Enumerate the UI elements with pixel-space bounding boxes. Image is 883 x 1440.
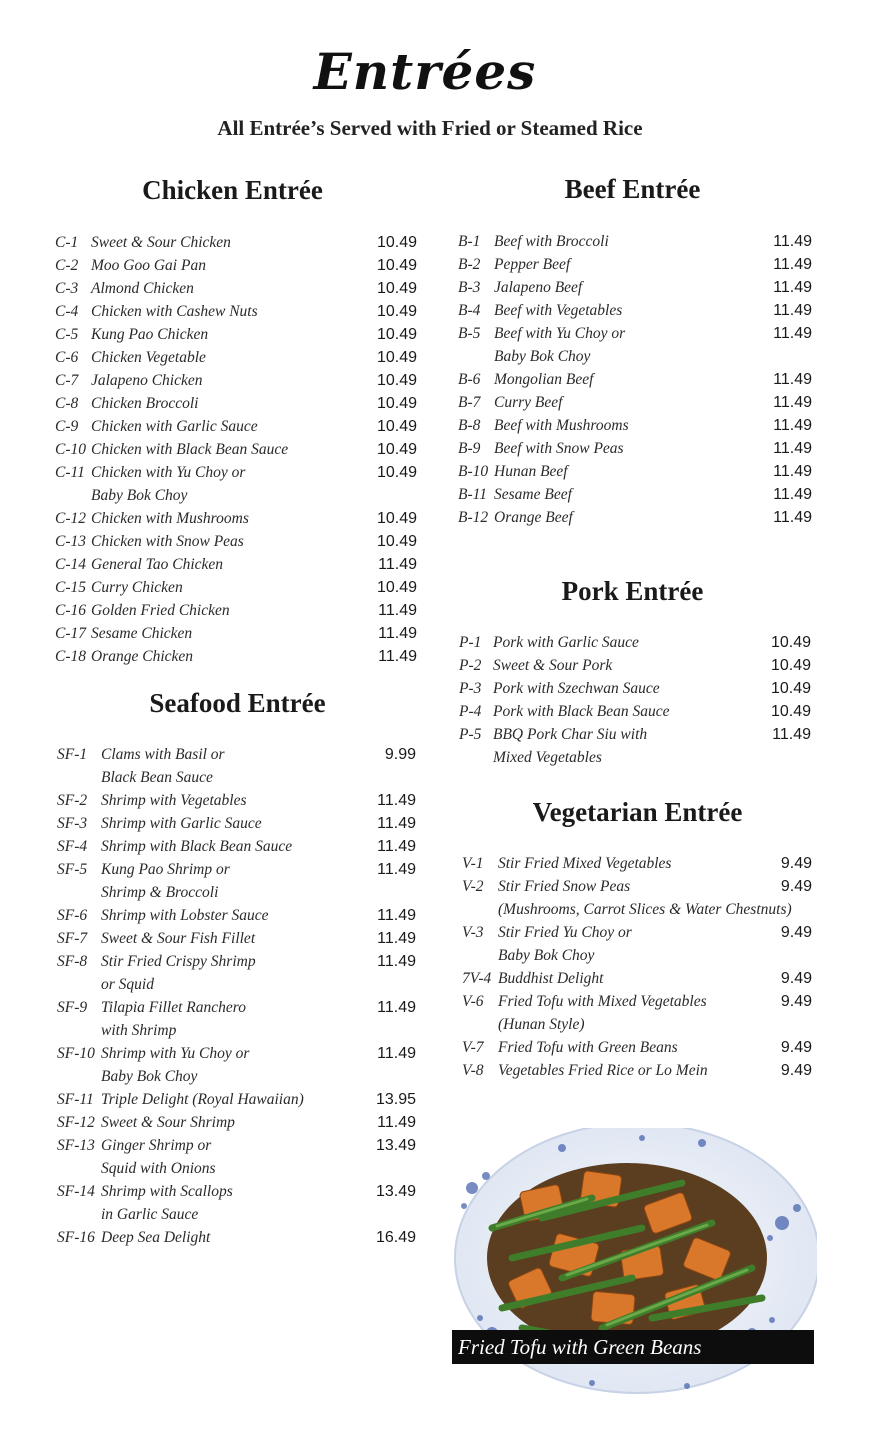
item-code: C-18 [55, 648, 86, 665]
item-name: Chicken with Mushrooms [91, 510, 249, 527]
item-code: V-3 [462, 924, 484, 941]
item-price: 10.49 [376, 418, 417, 435]
item-code: B-11 [458, 486, 487, 503]
item-price: 10.49 [376, 234, 417, 251]
menu-item [462, 852, 812, 875]
item-price: 9.49 [780, 1062, 812, 1079]
item-code: V-2 [462, 878, 484, 895]
menu-item [462, 1036, 812, 1059]
menu-item [57, 1226, 416, 1249]
item-name: Beef with Mushrooms [494, 417, 629, 434]
item-name: Buddhist Delight [498, 970, 604, 987]
item-price: 10.49 [376, 579, 417, 596]
item-price: 11.49 [377, 1045, 416, 1062]
menu-item [458, 460, 812, 483]
menu-item [57, 1088, 416, 1111]
item-code: SF-3 [57, 815, 88, 832]
menu-item [55, 622, 417, 645]
item-price: 10.49 [376, 280, 417, 297]
item-name: Sweet & Sour Pork [493, 657, 613, 674]
item-price: 11.49 [773, 417, 812, 434]
item-name: Kung Pao Shrimp or Shrimp & Broccoli [101, 861, 230, 901]
item-code: C-13 [55, 533, 86, 550]
chicken-list [55, 231, 417, 668]
item-price: 16.49 [375, 1229, 416, 1246]
item-code: C-10 [55, 441, 86, 458]
item-price: 10.49 [376, 510, 417, 527]
menu-item [458, 414, 812, 437]
item-price: 13.49 [375, 1137, 416, 1154]
item-code: C-12 [55, 510, 86, 527]
item-price: 11.49 [377, 953, 416, 970]
item-price: 9.49 [780, 878, 812, 895]
item-name: Moo Goo Gai Pan [91, 257, 206, 274]
item-name: Kung Pao Chicken [91, 326, 209, 343]
menu-item [458, 299, 812, 322]
menu-item [458, 322, 812, 368]
item-code: C-4 [55, 303, 79, 320]
page-subtitle: All Entrée’s Served with Fried or Steamed Rice [217, 116, 643, 140]
menu-item [459, 654, 811, 677]
item-name: Hunan Beef [494, 463, 568, 480]
vegetarian-list [462, 852, 812, 1082]
item-name: BBQ Pork Char Siu with Mixed Vegetables [493, 726, 648, 766]
item-code: C-16 [55, 602, 86, 619]
item-code: SF-12 [57, 1114, 95, 1131]
menu-item [57, 950, 416, 996]
item-price: 11.49 [773, 509, 812, 526]
item-name: Shrimp with Scallops in Garlic Sauce [101, 1183, 233, 1223]
item-price: 11.49 [377, 792, 416, 809]
menu-item [55, 277, 417, 300]
item-code: B-7 [458, 394, 481, 411]
item-code: C-3 [55, 280, 79, 297]
item-price: 11.49 [773, 463, 812, 480]
menu-item [55, 415, 417, 438]
item-name: Chicken with Cashew Nuts [91, 303, 258, 320]
item-name: Curry Beef [494, 394, 563, 411]
item-name: Sweet & Sour Shrimp [101, 1114, 235, 1131]
item-price: 11.49 [377, 815, 416, 832]
item-price: 10.49 [770, 634, 811, 651]
menu-item [458, 368, 812, 391]
pork-heading: Pork Entrée [561, 576, 704, 606]
item-price: 10.49 [376, 395, 417, 412]
menu-item [57, 1134, 416, 1180]
item-name: Shrimp with Lobster Sauce [101, 907, 269, 924]
item-price: 11.49 [377, 1114, 416, 1131]
item-name: General Tao Chicken [91, 556, 224, 573]
item-price: 11.49 [773, 256, 812, 273]
menu-item [459, 631, 811, 654]
beef-list [458, 230, 812, 529]
item-name: Chicken with Garlic Sauce [91, 418, 258, 435]
item-code: C-5 [55, 326, 79, 343]
item-price: 11.49 [773, 279, 812, 296]
item-name: Fried Tofu with Green Beans [498, 1039, 678, 1056]
item-name: Beef with Broccoli [494, 233, 609, 250]
item-code: B-2 [458, 256, 481, 273]
menu-item [57, 743, 416, 789]
item-name: Stir Fried Crispy Shrimp or Squid [101, 953, 256, 993]
item-name: Chicken Broccoli [91, 395, 199, 412]
item-price: 11.49 [773, 394, 812, 411]
item-code: P-5 [459, 726, 482, 743]
item-name: Ginger Shrimp or Squid with Onions [101, 1137, 216, 1177]
menu-item [55, 645, 417, 668]
item-code: 7V-4 [462, 970, 492, 987]
item-price: 13.95 [375, 1091, 416, 1108]
item-code: SF-1 [57, 746, 88, 763]
item-name: Stir Fried Yu Choy or Baby Bok Choy [498, 924, 632, 964]
item-price: 9.49 [780, 970, 812, 987]
item-price: 11.49 [773, 302, 812, 319]
menu-item [57, 904, 416, 927]
item-code: P-4 [459, 703, 482, 720]
item-code: SF-4 [57, 838, 88, 855]
item-code: SF-13 [57, 1137, 95, 1154]
item-code: SF-2 [57, 792, 88, 809]
item-name: Triple Delight (Royal Hawaiian) [101, 1091, 304, 1108]
item-price: 11.49 [377, 838, 416, 855]
item-price: 11.49 [377, 861, 416, 878]
item-code: SF-14 [57, 1183, 95, 1200]
menu-item [55, 461, 417, 507]
item-name: Jalapeno Chicken [91, 372, 203, 389]
item-price: 11.49 [773, 371, 812, 388]
item-name: Pork with Black Bean Sauce [493, 703, 670, 720]
item-price: 10.49 [376, 464, 417, 481]
menu-item [57, 1042, 416, 1088]
seafood-list [57, 743, 416, 1249]
menu-item [55, 599, 417, 622]
item-code: C-1 [55, 234, 79, 251]
menu-item [55, 231, 417, 254]
item-name: Pork with Garlic Sauce [493, 634, 639, 651]
menu-item [55, 553, 417, 576]
item-name: Deep Sea Delight [101, 1229, 211, 1246]
item-code: C-15 [55, 579, 86, 596]
menu-item [458, 437, 812, 460]
menu-item [55, 369, 417, 392]
item-name: Sesame Beef [494, 486, 572, 503]
item-code: SF-10 [57, 1045, 95, 1062]
item-price: 9.49 [780, 924, 812, 941]
item-name: Tilapia Fillet Ranchero with Shrimp [101, 999, 246, 1039]
item-price: 10.49 [770, 657, 811, 674]
item-price: 10.49 [376, 372, 417, 389]
item-code: B-5 [458, 325, 481, 342]
item-price: 11.49 [377, 907, 416, 924]
menu-item [458, 483, 812, 506]
item-price: 11.49 [377, 999, 416, 1016]
item-price: 10.49 [376, 441, 417, 458]
beef-heading: Beef Entrée [564, 174, 701, 204]
item-code: C-2 [55, 257, 79, 274]
item-code: SF-5 [57, 861, 88, 878]
photo-caption: Fried Tofu with Green Beans [452, 1330, 814, 1364]
item-price: 11.49 [377, 930, 416, 947]
item-name: Mongolian Beef [494, 371, 594, 388]
menu-item [55, 254, 417, 277]
item-name: Vegetables Fried Rice or Lo Mein [498, 1062, 708, 1079]
item-code: V-1 [462, 855, 484, 872]
item-name: Pork with Szechwan Sauce [493, 680, 660, 697]
item-price: 11.49 [773, 440, 812, 457]
item-code: SF-9 [57, 999, 88, 1016]
menu-item [458, 391, 812, 414]
menu-item [55, 346, 417, 369]
item-code: P-2 [459, 657, 482, 674]
item-name: Jalapeno Beef [494, 279, 583, 296]
item-code: C-7 [55, 372, 79, 389]
item-name: Shrimp with Vegetables [101, 792, 247, 809]
item-code: C-9 [55, 418, 79, 435]
menu-item [57, 858, 416, 904]
item-code: B-6 [458, 371, 481, 388]
item-price: 10.49 [770, 703, 811, 720]
item-price: 11.49 [773, 486, 812, 503]
item-price: 11.49 [378, 648, 417, 665]
menu-item [459, 723, 811, 769]
item-name: Sesame Chicken [91, 625, 193, 642]
item-name: Sweet & Sour Fish Fillet [101, 930, 256, 947]
item-code: B-8 [458, 417, 481, 434]
item-name: Golden Fried Chicken [91, 602, 230, 619]
item-name: Chicken Vegetable [91, 349, 206, 366]
item-code: SF-16 [57, 1229, 95, 1246]
item-price: 11.49 [772, 726, 811, 743]
item-code: SF-7 [57, 930, 88, 947]
item-name: Shrimp with Garlic Sauce [101, 815, 262, 832]
menu-item [57, 1180, 416, 1226]
item-code: V-7 [462, 1039, 484, 1056]
item-code: B-1 [458, 233, 481, 250]
menu-item [55, 392, 417, 415]
item-code: C-6 [55, 349, 79, 366]
item-name: Clams with Basil or Black Bean Sauce [101, 746, 225, 786]
item-price: 10.49 [770, 680, 811, 697]
item-name: Chicken with Yu Choy or Baby Bok Choy [91, 464, 246, 504]
item-price: 9.49 [780, 855, 812, 872]
item-code: B-12 [458, 509, 489, 526]
item-price: 9.99 [384, 746, 416, 763]
item-price: 10.49 [376, 533, 417, 550]
item-name: Beef with Vegetables [494, 302, 623, 319]
item-name: Shrimp with Yu Choy or Baby Bok Choy [101, 1045, 250, 1085]
menu-item [55, 438, 417, 461]
item-code: P-3 [459, 680, 482, 697]
menu-item [462, 1059, 812, 1082]
menu-item [55, 300, 417, 323]
menu-item [459, 700, 811, 723]
menu-item [57, 996, 416, 1042]
item-price: 11.49 [378, 625, 417, 642]
item-name: Chicken with Snow Peas [91, 533, 244, 550]
menu-item [459, 677, 811, 700]
menu-item [458, 230, 812, 253]
item-price: 11.49 [378, 602, 417, 619]
item-price: 11.49 [773, 233, 812, 250]
item-name: Fried Tofu with Mixed Vegetables (Hunan Style) [498, 993, 707, 1033]
menu-item [462, 875, 812, 921]
menu-item [57, 789, 416, 812]
item-code: B-3 [458, 279, 481, 296]
menu-item [57, 812, 416, 835]
item-price: 9.49 [780, 1039, 812, 1056]
menu-item [462, 921, 812, 967]
vegetarian-heading: Vegetarian Entrée [532, 797, 743, 827]
item-name: Chicken with Black Bean Sauce [91, 441, 289, 458]
item-name: Curry Chicken [91, 579, 183, 596]
item-code: SF-6 [57, 907, 88, 924]
item-code: SF-11 [57, 1091, 94, 1108]
item-code: C-8 [55, 395, 79, 412]
item-name: Sweet & Sour Chicken [91, 234, 231, 251]
item-code: B-9 [458, 440, 481, 457]
item-name: Stir Fried Mixed Vegetables [498, 855, 672, 872]
item-name: Orange Chicken [91, 648, 194, 665]
menu-item [462, 967, 812, 990]
item-name: Orange Beef [494, 509, 573, 526]
item-name: Beef with Snow Peas [494, 440, 624, 457]
item-code: C-17 [55, 625, 86, 642]
item-code: V-6 [462, 993, 484, 1010]
menu-item [55, 530, 417, 553]
seafood-heading: Seafood Entrée [149, 688, 326, 718]
item-code: C-11 [55, 464, 85, 481]
item-code: B-4 [458, 302, 481, 319]
item-code: SF-8 [57, 953, 88, 970]
item-price: 10.49 [376, 257, 417, 274]
item-price: 10.49 [376, 326, 417, 343]
item-price: 10.49 [376, 349, 417, 366]
chicken-heading: Chicken Entrée [142, 175, 323, 205]
menu-item [57, 927, 416, 950]
menu-item [458, 253, 812, 276]
item-code: V-8 [462, 1062, 484, 1079]
item-code: B-10 [458, 463, 489, 480]
item-price: 11.49 [773, 325, 812, 342]
item-name: Almond Chicken [91, 280, 194, 297]
item-name: Pepper Beef [494, 256, 571, 273]
menu-item [55, 323, 417, 346]
item-price: 11.49 [378, 556, 417, 573]
item-price: 10.49 [376, 303, 417, 320]
menu-item [458, 506, 812, 529]
item-price: 13.49 [375, 1183, 416, 1200]
item-name: Shrimp with Black Bean Sauce [101, 838, 293, 855]
menu-item [458, 276, 812, 299]
item-code: C-14 [55, 556, 86, 573]
menu-item [462, 990, 812, 1036]
menu-item [57, 1111, 416, 1134]
page-title: Entrées [313, 42, 537, 101]
menu-item [57, 835, 416, 858]
item-name: Beef with Yu Choy or Baby Bok Choy [494, 325, 626, 365]
pork-list [459, 631, 811, 769]
menu-item [55, 507, 417, 530]
item-name: Stir Fried Snow Peas (Mushrooms, Carrot Slices & Water Chestnuts) [498, 878, 792, 918]
menu-item [55, 576, 417, 599]
item-price: 9.49 [780, 993, 812, 1010]
item-code: P-1 [459, 634, 482, 651]
